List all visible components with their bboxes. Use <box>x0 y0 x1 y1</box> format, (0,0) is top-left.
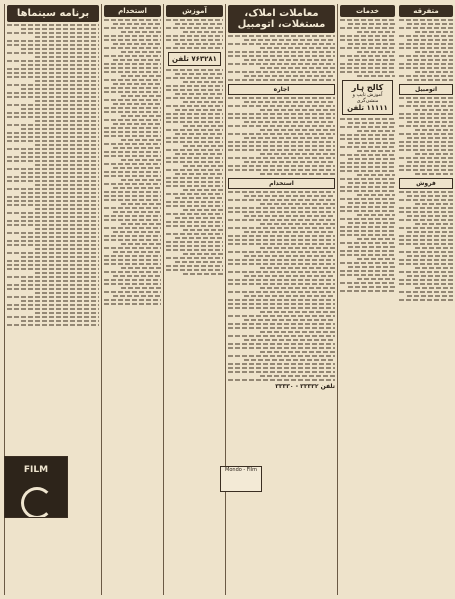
featured-ad-phone: ۷۶۳۲۸۱ تلفن <box>172 55 217 63</box>
ads-block <box>228 97 335 175</box>
column-3 <box>225 4 337 595</box>
bottom-phone: تلفن ۳۳۳۳۲ - ۳۳۳۳۰ <box>275 383 335 390</box>
section-header-jobs: استخدام <box>228 178 335 189</box>
ads-block <box>104 19 161 305</box>
college-ad-title: کالج ہار <box>351 83 384 92</box>
mondo-film-text: Mondo - Film <box>225 467 257 473</box>
section-header-misc: متفرقه <box>399 5 453 17</box>
section-header-realestate: معاملات املاک، مستغلات، اتومبیل <box>228 5 335 33</box>
ads-block <box>166 69 223 275</box>
ads-block <box>228 191 335 381</box>
ads-block <box>340 118 395 292</box>
column-4 <box>163 4 225 595</box>
college-ad-phone: ۱۱۱۱۱ تلفن <box>347 104 388 112</box>
section-header-services: خدمات <box>340 5 395 17</box>
section-header-sales: فروش <box>399 178 453 189</box>
ads-block <box>340 19 395 77</box>
section-header-cars: اتومبیل <box>399 84 453 95</box>
ads-block <box>399 97 453 175</box>
section-header-jobs-2: استخدام <box>104 5 161 17</box>
column-2 <box>337 4 397 595</box>
ads-block <box>399 191 453 301</box>
ads-block <box>399 19 453 81</box>
cinema-listings <box>7 24 99 326</box>
featured-ad-box <box>168 52 221 66</box>
column-1 <box>397 4 455 595</box>
college-ad-subtitle: آموزش تایپ و منشی‌گری <box>352 92 383 104</box>
section-header-rentals: اجاره <box>228 84 335 95</box>
section-header-cinema: برنامه سینماها <box>7 5 99 22</box>
column-5 <box>101 4 163 595</box>
ads-block <box>166 19 223 49</box>
ads-block <box>228 35 335 81</box>
poster-logo: FILM <box>23 465 49 475</box>
section-header-education: آموزش <box>166 5 223 17</box>
cinema-poster-ad <box>4 456 68 518</box>
mondo-film-ad <box>220 466 262 492</box>
poster-swirl-graphic <box>21 487 53 518</box>
college-ad-box <box>342 80 393 115</box>
